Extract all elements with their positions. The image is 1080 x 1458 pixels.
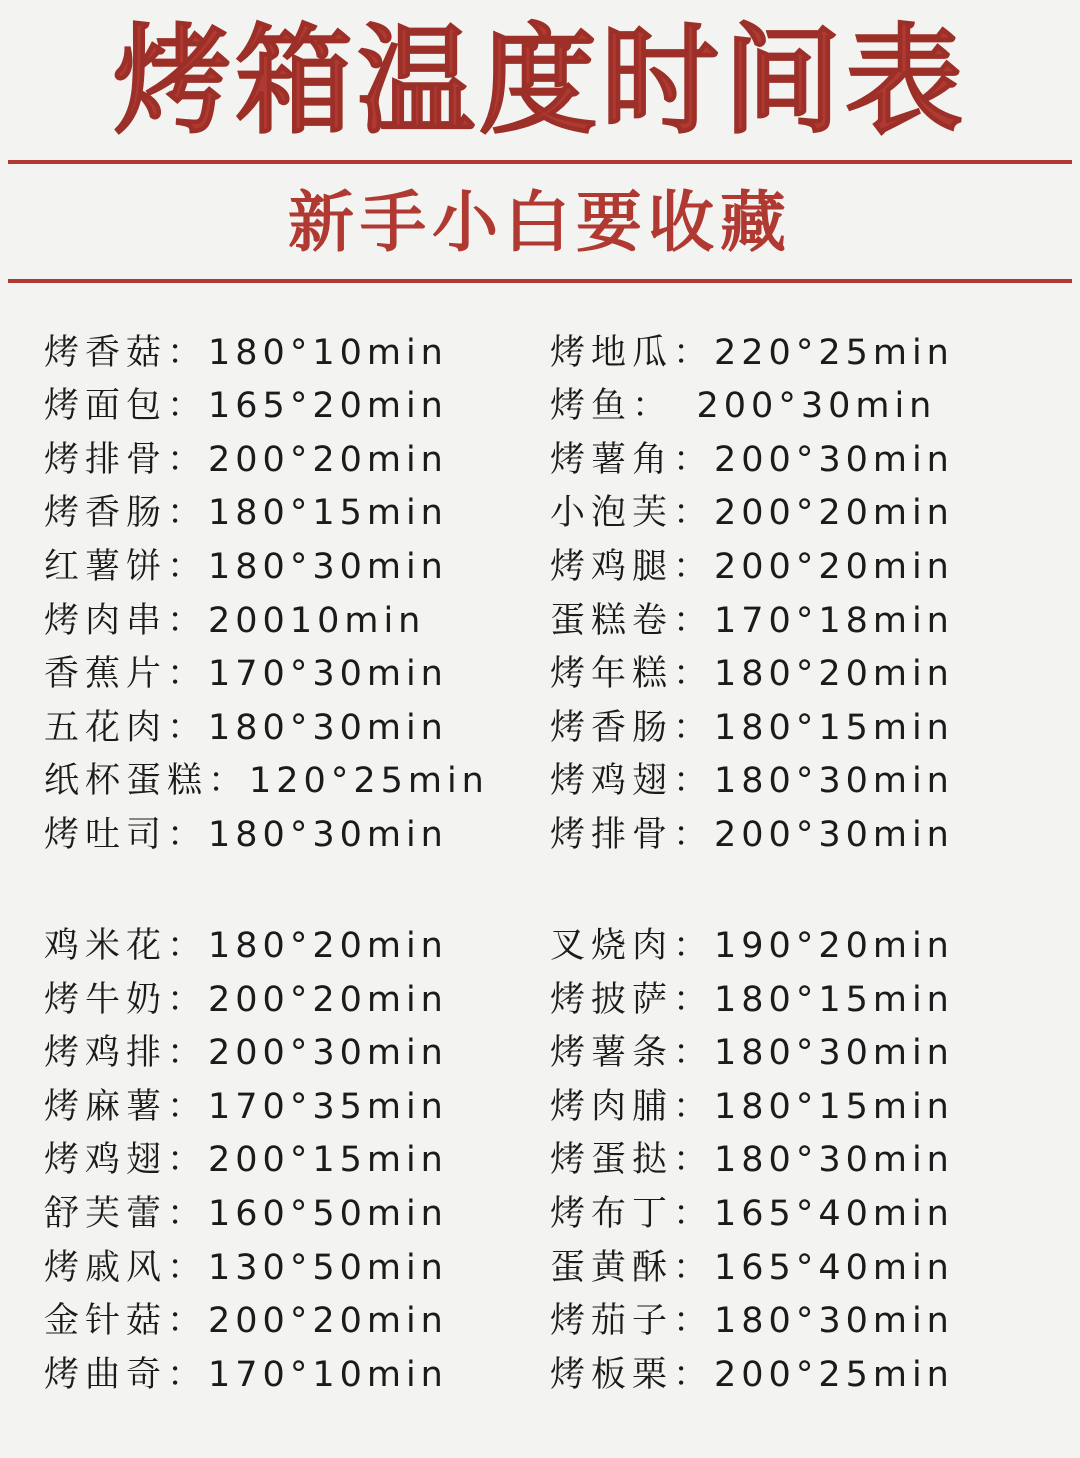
item-name: 烤吐司：: [44, 814, 209, 855]
item-value: 180°20min: [714, 654, 954, 695]
item-value: 200°20min: [208, 979, 448, 1020]
item-value: 165°40min: [714, 1193, 954, 1234]
item-name: 舒芙蕾：: [44, 1193, 209, 1234]
list-item: [44, 974, 540, 1028]
item-name: 烤鸡翅：: [44, 1140, 209, 1181]
item-name: 叉烧肉：: [550, 926, 715, 967]
item-name: 香蕉片：: [44, 654, 209, 695]
list-item: [550, 755, 1054, 809]
list-item: [550, 1081, 1054, 1135]
item-value: 180°15min: [208, 493, 448, 534]
item-value: 220°25min: [714, 332, 954, 373]
item-value: 180°20min: [208, 926, 448, 967]
item-value: 180°30min: [208, 546, 448, 587]
item-value: 170°18min: [714, 600, 954, 641]
item-name: 烤牛奶：: [44, 979, 209, 1020]
item-name: 纸杯蛋糕：: [44, 761, 250, 802]
list-item: [550, 702, 1054, 756]
list-item: [550, 434, 1054, 488]
item-name: 烤曲奇：: [44, 1354, 209, 1395]
list-item: [44, 327, 540, 381]
list-item: [550, 920, 1054, 974]
item-value: 180°30min: [714, 761, 954, 802]
item-value: 200°30min: [714, 439, 954, 480]
item-name: 烤茄子：: [550, 1301, 715, 1342]
list-item: [550, 1188, 1054, 1242]
item-name: 鸡米花：: [44, 926, 209, 967]
list-item: [44, 434, 540, 488]
item-value: 190°20min: [714, 926, 954, 967]
item-name: 烤香菇：: [44, 332, 209, 373]
item-value: 180°30min: [208, 814, 448, 855]
item-value: 180°10min: [208, 332, 448, 373]
item-name: 烤布丁：: [550, 1193, 715, 1234]
item-name: 烤肉串：: [44, 600, 209, 641]
list-item: [44, 541, 540, 595]
column-right: [540, 327, 1054, 1402]
item-name: 烤披萨：: [550, 979, 715, 1020]
item-value: 180°15min: [714, 1086, 954, 1127]
entry-group: [550, 920, 1054, 1402]
item-name: 烤排骨：: [44, 439, 209, 480]
item-value: 200°25min: [714, 1354, 954, 1395]
item-value: 170°35min: [208, 1086, 448, 1127]
item-value: 200°15min: [208, 1140, 448, 1181]
list-item: [44, 702, 540, 756]
list-item: [44, 487, 540, 541]
item-name: 烤地瓜：: [550, 332, 715, 373]
item-name: 烤年糕：: [550, 654, 715, 695]
item-value: 170°30min: [208, 654, 448, 695]
entry-group: [44, 920, 540, 1402]
entry-group: [550, 327, 1054, 862]
item-value: 180°30min: [714, 1140, 954, 1181]
list-item: [550, 380, 1054, 434]
entry-group: [44, 327, 540, 862]
list-item: [44, 1242, 540, 1296]
item-value: 200°20min: [208, 1301, 448, 1342]
item-value: 130°50min: [208, 1247, 448, 1288]
item-value: 180°30min: [714, 1301, 954, 1342]
content-columns: [0, 283, 1080, 1402]
item-value: 170°10min: [208, 1354, 448, 1395]
list-item: [44, 380, 540, 434]
page-subtitle: 新手小白要收藏: [288, 183, 792, 261]
item-name: 小泡芙：: [550, 493, 715, 534]
item-value: 180°15min: [714, 979, 954, 1020]
item-value: 200°20min: [714, 546, 954, 587]
page-title: 烤箱温度时间表: [112, 12, 967, 150]
item-name: 烤蛋挞：: [550, 1140, 715, 1181]
item-value: 120°25min: [249, 761, 489, 802]
item-name: 金针菇：: [44, 1301, 209, 1342]
list-item: [550, 1295, 1054, 1349]
item-name: 烤麻薯：: [44, 1086, 209, 1127]
item-value: 200°30min: [714, 814, 954, 855]
item-name: 烤香肠：: [550, 707, 715, 748]
item-name: 烤薯角：: [550, 439, 715, 480]
item-name: 烤面包：: [44, 386, 209, 427]
item-name: 烤鸡翅：: [550, 761, 715, 802]
list-item: [44, 920, 540, 974]
list-item: [44, 809, 540, 863]
list-item: [550, 1027, 1054, 1081]
item-value: 165°20min: [208, 386, 448, 427]
list-item: [44, 1027, 540, 1081]
item-value: 200°30min: [208, 1033, 448, 1074]
item-value: 180°15min: [714, 707, 954, 748]
item-value: 20010min: [208, 600, 426, 641]
item-name: 烤鱼：: [550, 386, 697, 427]
list-item: [550, 648, 1054, 702]
item-value: 180°30min: [714, 1033, 954, 1074]
item-value: 200°20min: [208, 439, 448, 480]
item-value: 200°30min: [696, 386, 937, 427]
item-value: 180°30min: [208, 707, 448, 748]
list-item: [44, 595, 540, 649]
item-name: 蛋黄酥：: [550, 1247, 715, 1288]
item-name: 烤鸡腿：: [550, 546, 715, 587]
item-name: 红薯饼：: [44, 546, 209, 587]
item-value: 165°40min: [714, 1247, 954, 1288]
item-name: 烤鸡排：: [44, 1033, 209, 1074]
list-item: [550, 487, 1054, 541]
column-left: [26, 327, 540, 1402]
list-item: [550, 541, 1054, 595]
item-value: 200°20min: [714, 493, 954, 534]
list-item: [550, 1349, 1054, 1403]
item-name: 烤香肠：: [44, 493, 209, 534]
list-item: [44, 1081, 540, 1135]
item-value: 160°50min: [208, 1193, 448, 1234]
item-name: 烤板栗：: [550, 1354, 715, 1395]
item-name: 烤排骨：: [550, 814, 715, 855]
list-item: [44, 755, 540, 809]
list-item: [550, 1242, 1054, 1296]
list-item: [550, 327, 1054, 381]
item-name: 烤戚风：: [44, 1247, 209, 1288]
list-item: [44, 1134, 540, 1188]
list-item: [44, 648, 540, 702]
item-name: 五花肉：: [44, 707, 209, 748]
list-item: [550, 974, 1054, 1028]
list-item: [550, 1134, 1054, 1188]
item-name: 烤肉脯：: [550, 1086, 715, 1127]
list-item: [44, 1188, 540, 1242]
list-item: [550, 809, 1054, 863]
item-name: 烤薯条：: [550, 1033, 715, 1074]
list-item: [550, 595, 1054, 649]
item-name: 蛋糕卷：: [550, 600, 715, 641]
list-item: [44, 1349, 540, 1403]
list-item: [44, 1295, 540, 1349]
